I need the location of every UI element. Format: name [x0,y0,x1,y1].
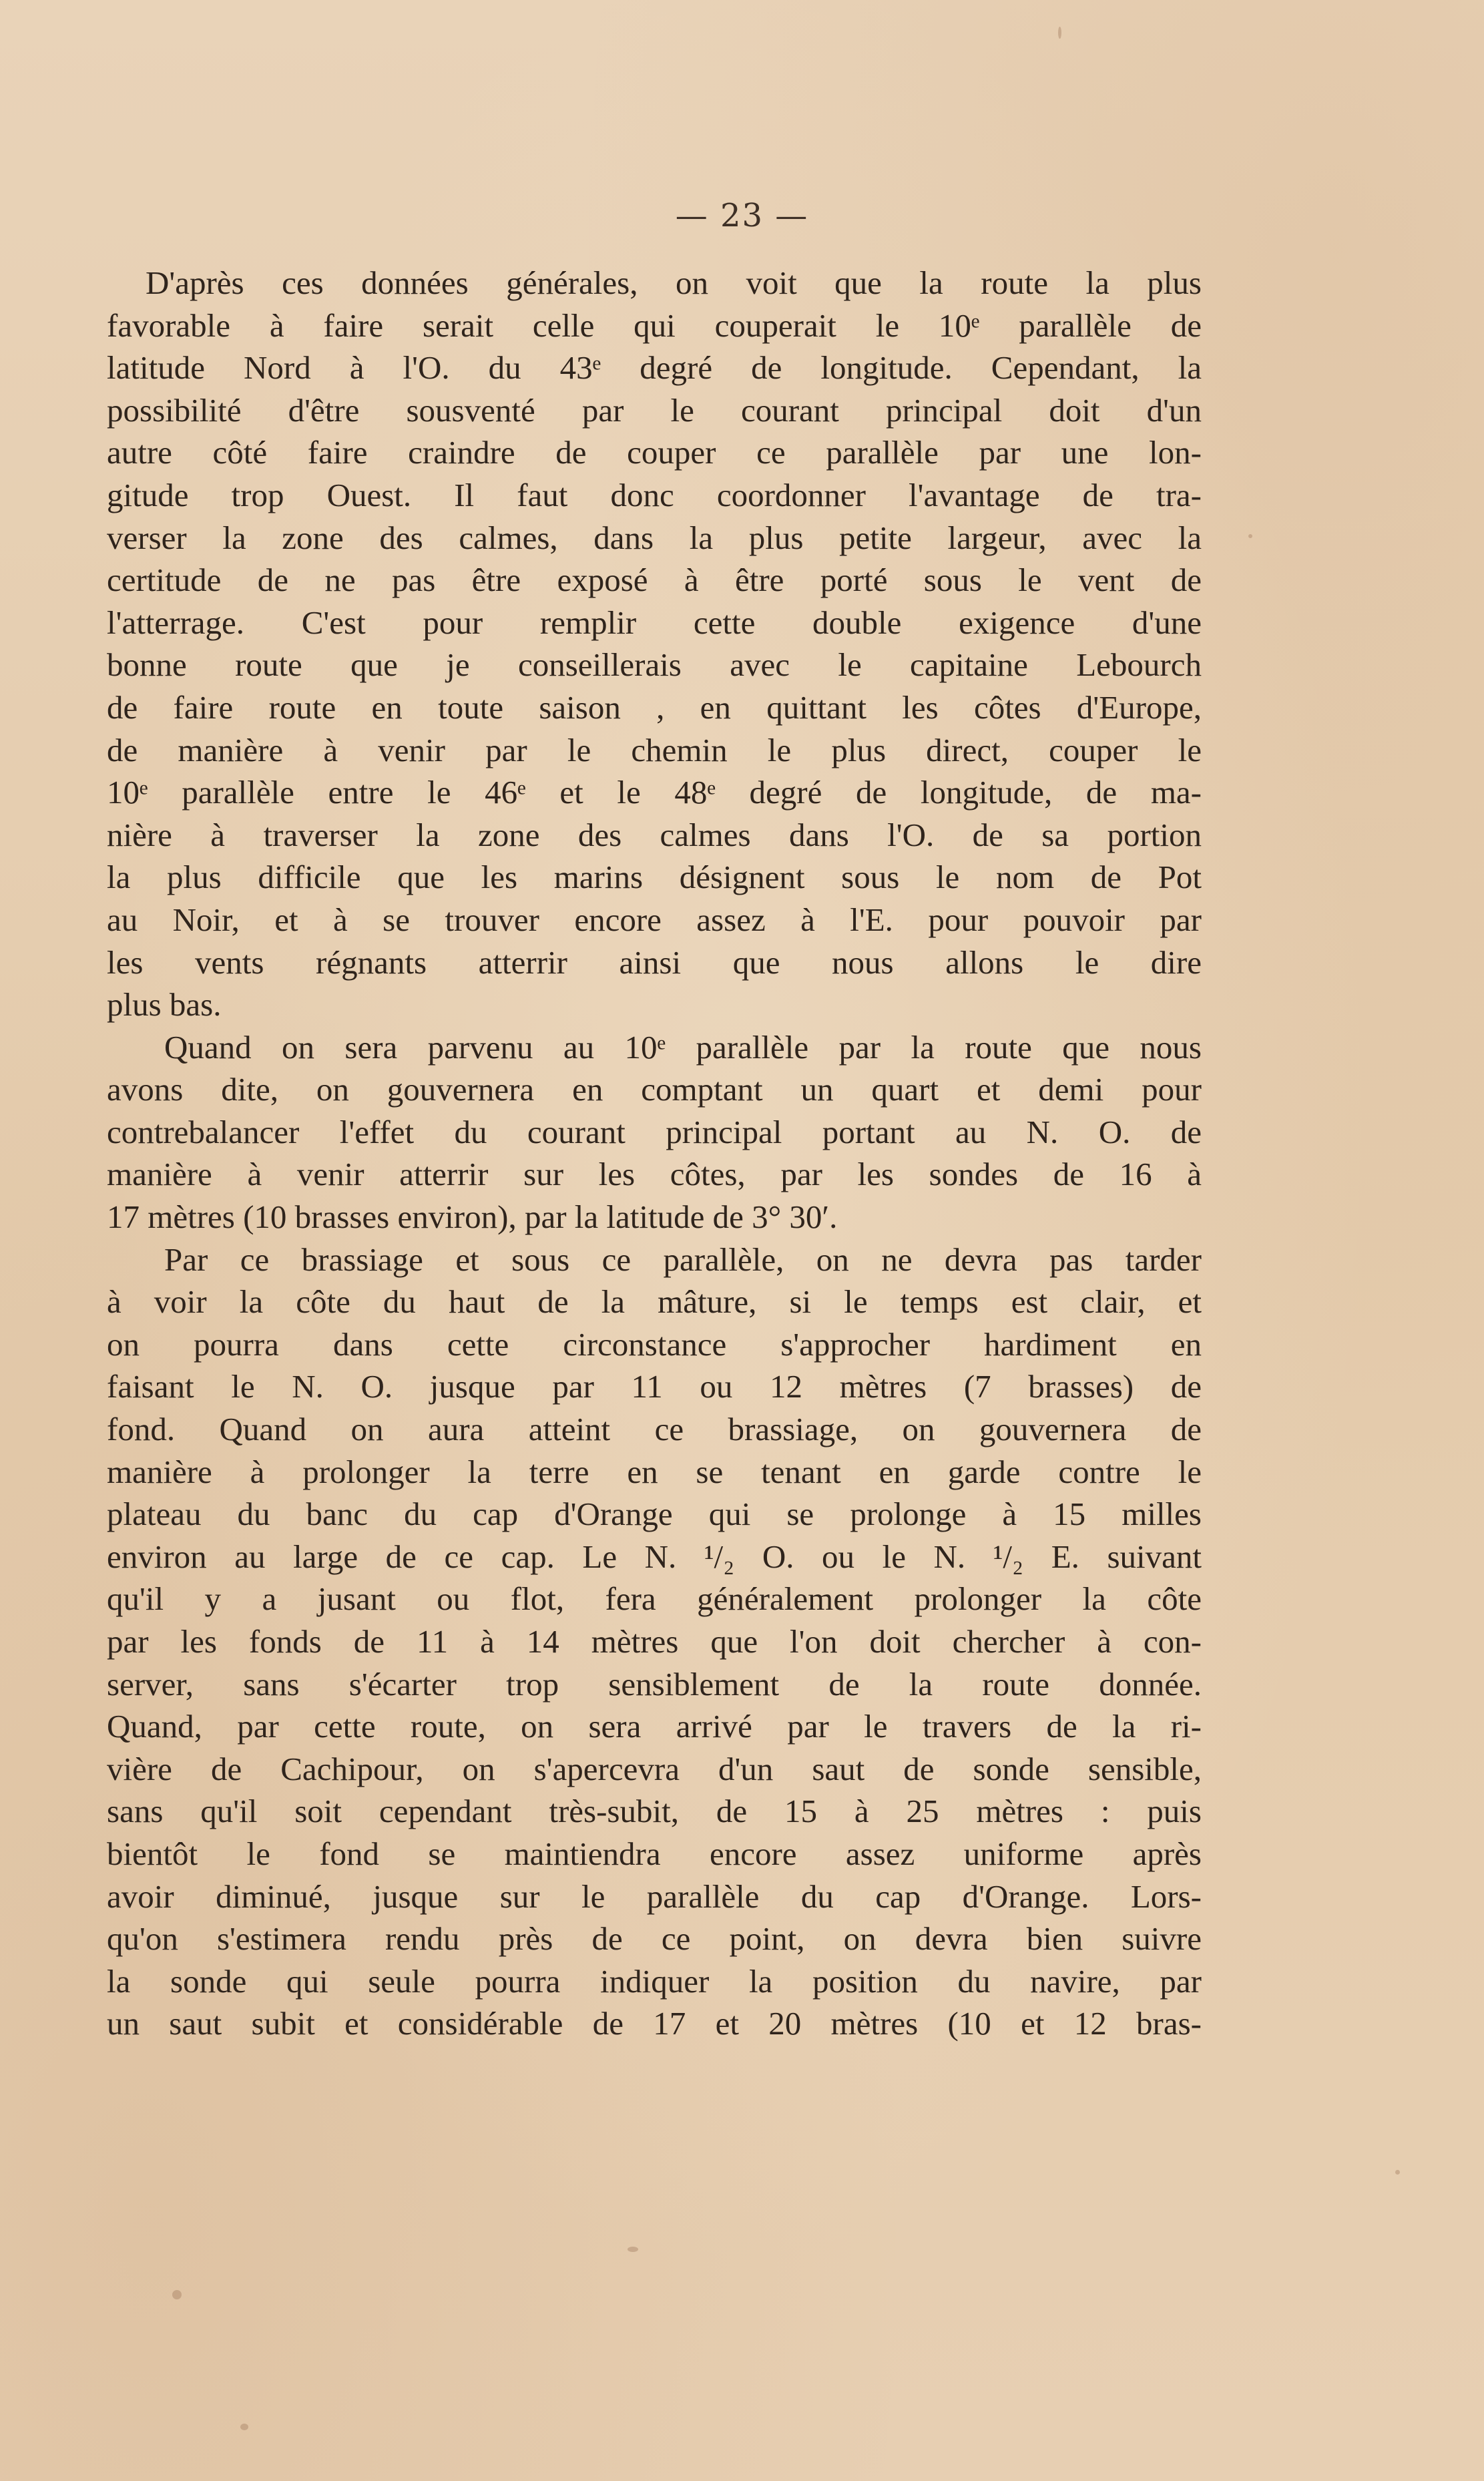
text-line: la sonde qui seule pourra indiquer la position du navire, par [107,1962,1202,2000]
text-line: les vents régnants atterrir ainsi que nous allons le dire [107,943,1202,981]
text-line: certitude de ne pas être exposé à être porté sous le vent de [107,561,1202,599]
text-line: l'atterrage. C'est pour remplir cette double exigence d'une [107,604,1202,641]
paragraph-1 [107,262,1202,1026]
text-line: bonne route que je conseillerais avec le capitaine Lebourch [107,646,1202,684]
text-line: par les fonds de 11 à 14 mètres que l'on doit chercher à con- [107,1623,1202,1660]
text-line: avons dite, on gouvernera en comptant un quart et demi pour [107,1071,1202,1108]
text-line: un saut subit et considérable de 17 et 20 mètres (10 et 12 bras- [107,2005,1202,2042]
text-line: qu'il y a jusant ou flot, fera généralement prolonger la côte [107,1580,1202,1618]
page-number: — 23 — [675,197,809,234]
text-line: Par ce brassiage et sous ce parallèle, on ne devra pas tarder [164,1240,1202,1278]
text-line: latitude Nord à l'O. du 43ᵉ degré de longitude. Cependant, la [107,349,1202,387]
text-line: de manière à venir par le chemin le plus direct, couper le [107,731,1202,768]
paper-stain [1058,27,1061,39]
text-line: à voir la côte du haut de la mâture, si le temps est clair, et [107,1283,1202,1321]
text-line: Quand, par cette route, on sera arrivé par le travers de la ri- [107,1708,1202,1745]
text-line: possibilité d'être sousventé par le courant principal doit d'un [107,391,1202,429]
text-line: faisant le N. O. jusque par 11 ou 12 mètres (7 brasses) de [107,1368,1202,1405]
text-line: D'après ces données générales, on voit que la route la plus [146,264,1202,301]
text-line: verser la zone des calmes, dans la plus petite largeur, avec la [107,519,1202,556]
text-line: gitude trop Ouest. Il faut donc coordonner l'avantage de tra- [107,476,1202,513]
text-line: on pourra dans cette circonstance s'approcher hardiment en [107,1325,1202,1363]
text-line: manière à venir atterrir sur les côtes, par les sondes de 16 à [107,1156,1202,1193]
text-line: plus bas. [107,986,222,1024]
text-line: autre côté faire craindre de couper ce parallèle par une lon- [107,434,1202,471]
text-line: bientôt le fond se maintiendra encore assez uniforme après [107,1835,1202,1872]
paper-stain [628,2247,638,2252]
text-line: de faire route en toute saison , en quittant les côtes d'Europe, [107,688,1202,726]
text-line: manière à prolonger la terre en se tenant en garde contre le [107,1453,1202,1490]
text-line: Quand on sera parvenu au 10ᵉ parallèle par la route que nous [164,1028,1202,1066]
text-line: environ au large de ce cap. Le N. ¹/₂ O. ou le N. ¹/₂ E. suivant [107,1538,1202,1575]
text-line: la plus difficile que les marins désignent sous le nom de Pot [107,859,1202,896]
paper-stain [240,2424,248,2430]
text-line: avoir diminué, jusque sur le parallèle du cap d'Orange. Lors- [107,1877,1202,1915]
text-line: server, sans s'écarter trop sensiblement de la route donnée. [107,1665,1202,1703]
text-line: vière de Cachipour, on s'apercevra d'un saut de sonde sensible, [107,1750,1202,1787]
text-line: au Noir, et à se trouver encore assez à l'E. pour pouvoir par [107,901,1202,938]
text-line: nière à traverser la zone des calmes dans l'O. de sa portion [107,816,1202,853]
text-line: plateau du banc du cap d'Orange qui se prolonge à 15 milles [107,1496,1202,1533]
text-line: 10ᵉ parallèle entre le 46ᵉ et le 48ᵉ degré de longitude, de ma- [107,774,1202,811]
paper-stain [1395,2170,1400,2175]
text-line: qu'on s'estimera rendu près de ce point, on devra bien suivre [107,1920,1202,1958]
paragraph-2 [107,1026,1202,1238]
text-line: 17 mètres (10 brasses environ), par la latitude de 3° 30′. [107,1198,838,1236]
body-text [107,262,1202,2045]
text-line: favorable à faire serait celle qui couperait le 10ᵉ parallèle de [107,306,1202,344]
text-line: sans qu'il soit cependant très-subit, de 15 à 25 mètres : puis [107,1793,1202,1830]
paper-stain [172,2290,182,2299]
paper-stain [1248,534,1252,538]
text-line: contrebalancer l'effet du courant principal portant au N. O. de [107,1113,1202,1150]
text-line: fond. Quand on aura atteint ce brassiage, on gouvernera de [107,1411,1202,1448]
paragraph-3 [107,1238,1202,2045]
